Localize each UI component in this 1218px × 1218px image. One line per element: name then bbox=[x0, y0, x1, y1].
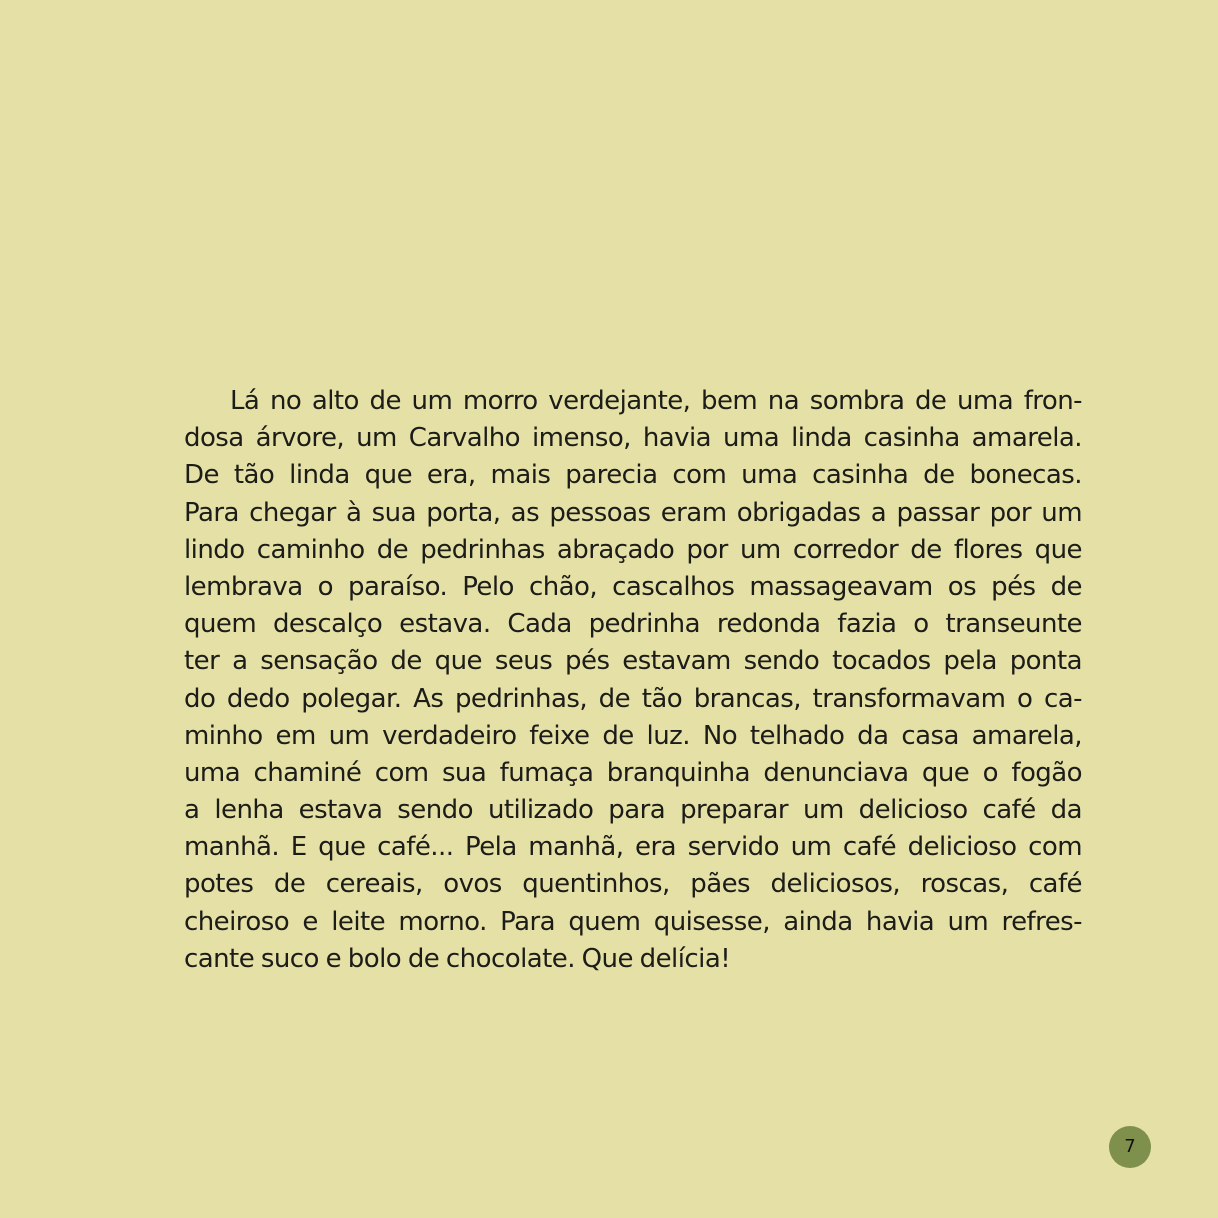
story-line: manhã. E que café... Pela manhã, era servido um café delicioso com bbox=[184, 832, 1082, 863]
story-line: lindo caminho de pedrinhas abraçado por um corredor de flores que bbox=[184, 534, 1082, 565]
story-line: minho em um verdadeiro feixe de luz. No telhado da casa amarela, bbox=[184, 720, 1082, 751]
story-line: a lenha estava sendo utilizado para preparar um delicioso café da bbox=[184, 795, 1082, 826]
story-line: cheiroso e leite morno. Para quem quisesse, ainda havia um refres- bbox=[184, 906, 1082, 937]
story-line: cante suco e bolo de chocolate. Que delícia! bbox=[184, 943, 731, 974]
page-number-badge: 7 bbox=[1109, 1126, 1151, 1168]
story-line: dosa árvore, um Carvalho imenso, havia uma linda casinha amarela. bbox=[184, 423, 1082, 454]
story-line: uma chaminé com sua fumaça branquinha denunciava que o fogão bbox=[184, 757, 1082, 788]
story-line: do dedo polegar. As pedrinhas, de tão brancas, transformavam o ca- bbox=[184, 683, 1082, 714]
story-line: De tão linda que era, mais parecia com uma casinha de bonecas. bbox=[184, 460, 1082, 491]
story-line: potes de cereais, ovos quentinhos, pães deliciosos, roscas, café bbox=[184, 869, 1082, 900]
story-paragraph bbox=[184, 383, 1082, 978]
story-line: quem descalço estava. Cada pedrinha redonda fazia o transeunte bbox=[184, 609, 1082, 640]
story-line: lembrava o paraíso. Pelo chão, cascalhos massageavam os pés de bbox=[184, 571, 1082, 602]
story-line: Para chegar à sua porta, as pessoas eram obrigadas a passar por um bbox=[184, 497, 1082, 528]
story-line: ter a sensação de que seus pés estavam sendo tocados pela ponta bbox=[184, 646, 1082, 677]
story-line: Lá no alto de um morro verdejante, bem na sombra de uma fron- bbox=[230, 386, 1082, 416]
